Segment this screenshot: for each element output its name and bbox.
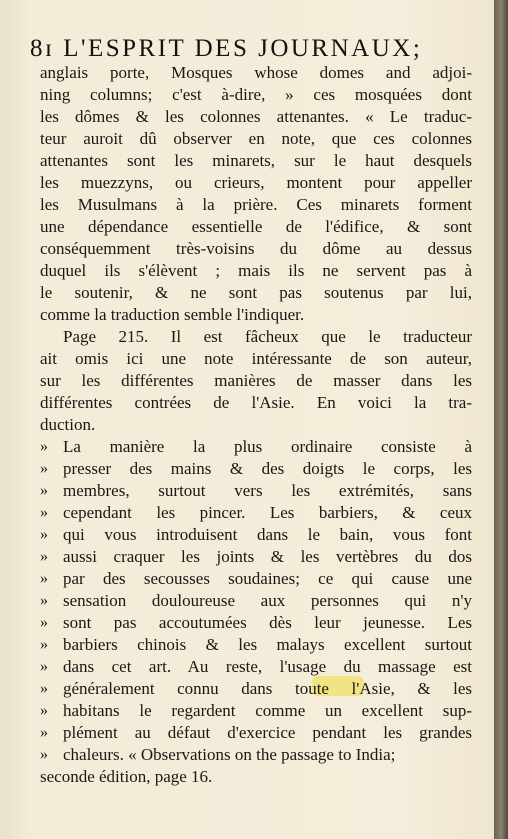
text-line: attenantes sont les minarets, sur le haut desquels: [40, 151, 472, 170]
text-line: comme la traduction semble l'indiquer.: [40, 305, 305, 324]
quote-text: généralement connu dans toute l'Asie, & les: [63, 679, 472, 698]
text-line: le soutenir, & ne sont pas soutenus par lui,: [40, 283, 472, 302]
quote-text: sensation douloureuse aux personnes qui n'y: [63, 591, 472, 610]
text-line: les dômes & les colonnes attenantes. « Le traduc-: [40, 107, 472, 126]
text-line: conséquemment très-voisins du dôme au dessus: [40, 239, 472, 258]
quote-line: [40, 458, 472, 480]
quote-mark: »: [40, 548, 48, 565]
text-line: les Musulmans à la prière. Ces minarets forment: [40, 195, 472, 214]
quote-mark: »: [40, 658, 48, 675]
book-spine: [494, 0, 508, 839]
quote-text: membres, surtout vers les extrémités, sans: [63, 481, 472, 500]
quote-text: cependant les pincer. Les barbiers, & ceux: [63, 503, 472, 522]
text-line: Page 215. Il est fâcheux que le traducteur: [63, 327, 472, 346]
quote-text: sont pas accoutumées dès leur jeunesse. Les: [63, 613, 472, 632]
quote-mark: »: [40, 724, 48, 741]
quote-line: [40, 634, 472, 656]
quote-line: [40, 502, 472, 524]
text-line: ning columns; c'est à-dire, » ces mosquées dont: [40, 85, 472, 104]
quote-line: [40, 568, 472, 590]
quote-line: [40, 722, 472, 744]
quote-line: [40, 590, 472, 612]
quote-line: [40, 612, 472, 634]
quote-line: [40, 524, 472, 546]
quote-line: [40, 656, 472, 678]
quote-mark: »: [40, 438, 48, 455]
text-line: les muezzyns, ou crieurs, montent pour appeller: [40, 173, 472, 192]
quote-text: qui vous introduisent dans le bain, vous font: [63, 525, 472, 544]
quote-text: barbiers chinois & les malays excellent surtout: [63, 635, 472, 654]
quote-line: [40, 744, 472, 766]
quote-line: [40, 700, 472, 722]
quote-mark: »: [40, 680, 48, 697]
text-line: différentes contrées de l'Asie. En voici la tra-: [40, 393, 472, 412]
quote-mark: »: [40, 504, 48, 521]
quote-text: habitans le regardent comme un excellent sup-: [63, 701, 472, 720]
quote-line: [40, 480, 472, 502]
quote-mark: »: [40, 746, 48, 763]
quote-line: [40, 678, 472, 700]
quote-text: La manière la plus ordinaire consiste à: [63, 437, 472, 456]
quote-mark: »: [40, 614, 48, 631]
quote-text: par des secousses soudaines; ce qui cause une: [63, 569, 472, 588]
text-line: duquel ils s'élèvent ; mais ils ne servent pas à: [40, 261, 472, 280]
quote-mark: »: [40, 460, 48, 477]
quote-mark: »: [40, 570, 48, 587]
quote-text: plément au défaut d'exercice pendant les grandes: [63, 723, 472, 742]
body-text: [40, 62, 472, 788]
quote-text: aussi craquer les joints & les vertèbres du dos: [63, 547, 472, 566]
quote-mark: »: [40, 482, 48, 499]
running-header: 8ɪ L'ESPRIT DES JOURNAUX;: [30, 35, 423, 62]
footer-line: seconde édition, page 16.: [40, 767, 213, 786]
text-line: une dépendance essentielle de l'édifice, & sont: [40, 217, 472, 236]
quote-text: dans cet art. Au reste, l'usage du massage est: [63, 657, 472, 676]
quote-text: presser des mains & des doigts le corps, les: [63, 459, 472, 478]
quote-text: chaleurs. « Observations on the passage to India;: [63, 745, 396, 764]
text-line: ait omis ici une note intéressante de son auteur,: [40, 349, 472, 368]
text-line: duction.: [40, 415, 96, 434]
quote-mark: »: [40, 592, 48, 609]
quote-line: [40, 436, 472, 458]
text-line: sur les différentes manières de masser dans les: [40, 371, 472, 390]
quote-mark: »: [40, 526, 48, 543]
text-line: teur auroit dû observer en note, que ces colonnes: [40, 129, 472, 148]
quote-line: [40, 546, 472, 568]
quote-mark: »: [40, 636, 48, 653]
quote-mark: »: [40, 702, 48, 719]
text-line: anglais porte, Mosques whose domes and adjoi-: [40, 63, 472, 82]
